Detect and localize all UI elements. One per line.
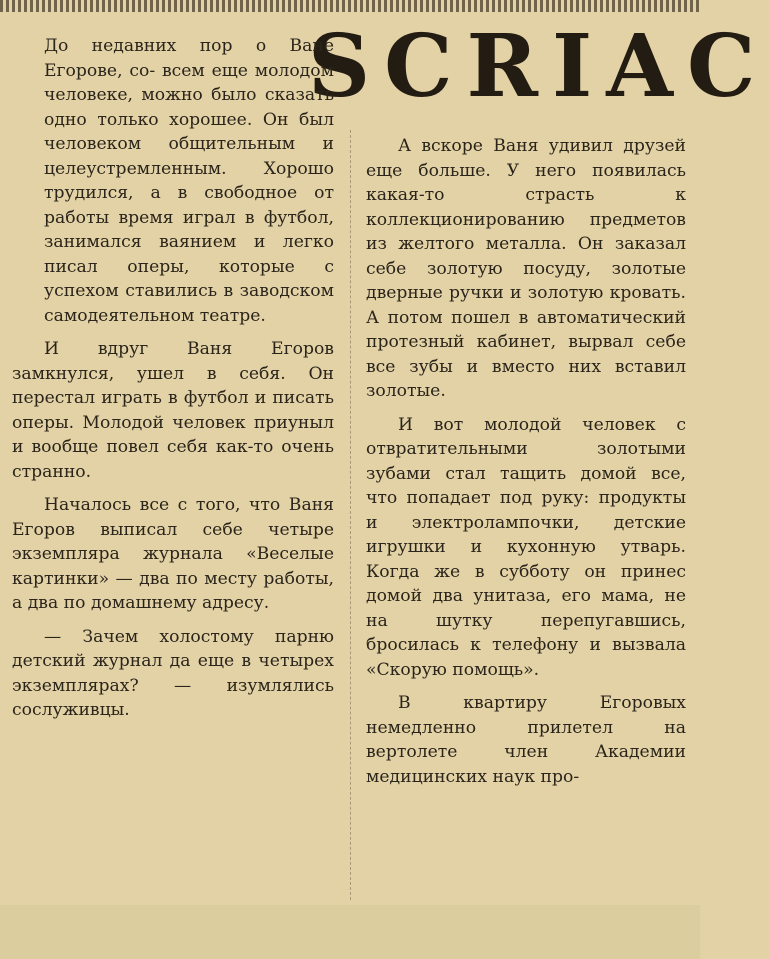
- left-column: [12, 34, 334, 732]
- paragraph: До недавних пор о Ване Егорове, со- всем еще молодом человеке, можно было сказать одно только хорошее. Он был человеком общительным и целеустремленным. Хорошо трудился, а в свободное от работы время играл в футбол, занимался ваянием и легко писал оперы, которые с успехом ставились в заводском самодеятельном театре.: [44, 36, 334, 326]
- paragraph: Началось все с того, что Ваня Егоров выписал себе четыре экземпляра журнала «Веселые картинки» — два по месту работы, а два по домашнему адресу.: [12, 495, 334, 613]
- paragraph: В квартиру Егоровых немедленно прилетел на вертолете член Академии медицинских наук про-: [366, 693, 686, 787]
- column-divider: [350, 130, 352, 900]
- headline: SCRIAC: [308, 16, 769, 117]
- bottom-margin: [0, 905, 700, 959]
- paragraph: — Зачем холостому парню детский журнал да еще в четырех экземплярах? — изумлялись сослуживцы.: [12, 626, 334, 720]
- paragraph: А вскоре Ваня удивил друзей еще больше. У него появилась какая-то страсть к коллекционированию предметов из желтого металла. Он заказал себе золотую посуду, золотые дверные ручки и золотую кровать. А потом пошел в автоматический протезный кабинет, вырвал себе все зубы и вместо них вставил золотые.: [366, 136, 686, 401]
- paragraph: И вдруг Ваня Егоров замкнулся, ушел в себя. Он перестал играть в футбол и писать оперы. Молодой человек приуныл и вообще повел себя как-то очень странно.: [12, 339, 334, 482]
- paragraph: И вот молодой человек с отвратительными золотыми зубами стал тащить домой все, что попадает под руку: продукты и электролампочки, детские игрушки и кухонную утварь. Когда же в субботу он принес домой два унитаза, его мама, не на шутку перепугавшись, бросилась к телефону и вызвала «Скорую помощь».: [366, 414, 686, 680]
- top-decorative-rule: [0, 0, 700, 12]
- right-column: [366, 134, 686, 798]
